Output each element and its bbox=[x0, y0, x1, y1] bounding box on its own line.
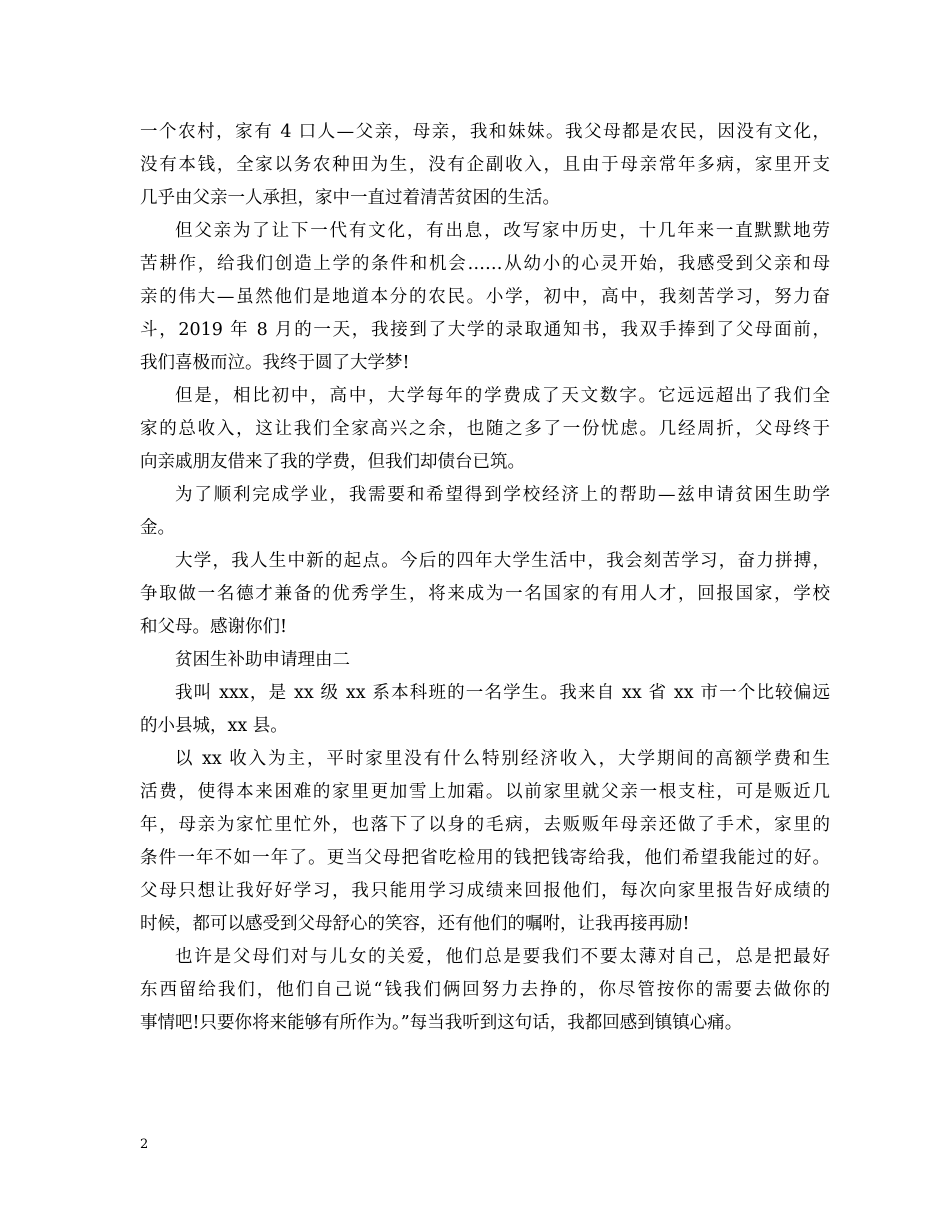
text-line: 的小县城，xx 县。 bbox=[140, 716, 288, 736]
body-text bbox=[140, 116, 830, 1040]
text-line: 但是，相比初中，高中，大学每年的学费成了天文数字。它远远超出了我们全 bbox=[175, 386, 830, 406]
text-line: 几乎由父亲一人承担，家中一直过着清苦贫困的生活。 bbox=[140, 188, 560, 208]
text-line: 东西留给我们，他们自己说“钱我们俩回努力去挣的，你尽管按你的需要去做你的 bbox=[140, 980, 830, 1000]
text-line: 斗，2019 年 8 月的一天，我接到了大学的录取通知书，我双手捧到了父母面前， bbox=[140, 320, 830, 340]
text-line: 争取做一名德才兼备的优秀学生，将来成为一名国家的有用人才，回报国家，学校 bbox=[140, 584, 830, 604]
text-line: 没有本钱，全家以务农种田为生，没有企副收入，且由于母亲常年多病，家里开支 bbox=[140, 155, 830, 175]
text-line: 家的总收入，这让我们全家高兴之余，也随之多了一份忧虑。几经周折，父母终于 bbox=[140, 419, 830, 439]
text-line: 金。 bbox=[140, 518, 175, 538]
text-line: 大学，我人生中新的起点。今后的四年大学生活中，我会刻苦学习，奋力拼搏， bbox=[175, 551, 830, 571]
text-line: 向亲戚朋友借来了我的学费，但我们却债台已筑。 bbox=[140, 452, 525, 472]
text-line: 事情吧!只要你将来能够有所作为。”每当我听到这句话，我都回感到镇镇心痛。 bbox=[140, 1013, 743, 1033]
text-line: 时候，都可以感受到父母舒心的笑容，还有他们的嘱咐，让我再接再励! bbox=[140, 914, 690, 934]
text-line: 和父母。感谢你们! bbox=[140, 617, 288, 637]
text-line: 父母只想让我好好学习，我只能用学习成绩来回报他们，每次向家里报告好成绩的 bbox=[140, 881, 830, 901]
text-line: 我们喜极而泣。我终于圆了大学梦! bbox=[140, 353, 410, 373]
text-line: 条件一年不如一年了。更当父母把省吃检用的钱把钱寄给我，他们希望我能过的好。 bbox=[140, 848, 830, 868]
text-line: 我叫 xxx，是 xx 级 xx 系本科班的一名学生。我来自 xx 省 xx 市一个比较偏远 bbox=[175, 683, 830, 703]
text-line: 苦耕作，给我们创造上学的条件和机会……从幼小的心灵开始，我感受到父亲和母 bbox=[140, 254, 830, 274]
text-line: 贫困生补助申请理由二 bbox=[175, 650, 350, 670]
text-line: 也许是父母们对与儿女的关爱，他们总是要我们不要太薄对自己，总是把最好 bbox=[175, 947, 830, 967]
text-line: 活费，使得本来困难的家里更加雪上加霜。以前家里就父亲一根支柱，可是贩近几 bbox=[140, 782, 830, 802]
text-line: 一个农村，家有 4 口人—父亲，母亲，我和妹妹。我父母都是农民，因没有文化， bbox=[140, 122, 830, 142]
text-line: 但父亲为了让下一代有文化，有出息，改写家中历史，十几年来一直默默地劳 bbox=[175, 221, 830, 241]
text-line: 亲的伟大—虽然他们是地道本分的农民。小学，初中，高中，我刻苦学习，努力奋 bbox=[140, 287, 830, 307]
page-number: 2 bbox=[140, 1137, 149, 1152]
text-line: 以 xx 收入为主，平时家里没有什么特别经济收入，大学期间的高额学费和生 bbox=[175, 749, 830, 769]
text-line: 年，母亲为家忙里忙外，也落下了以身的毛病，去贩贩年母亲还做了手术，家里的 bbox=[140, 815, 830, 835]
text-line: 为了顺利完成学业，我需要和希望得到学校经济上的帮助—兹申请贫困生助学 bbox=[175, 485, 830, 505]
